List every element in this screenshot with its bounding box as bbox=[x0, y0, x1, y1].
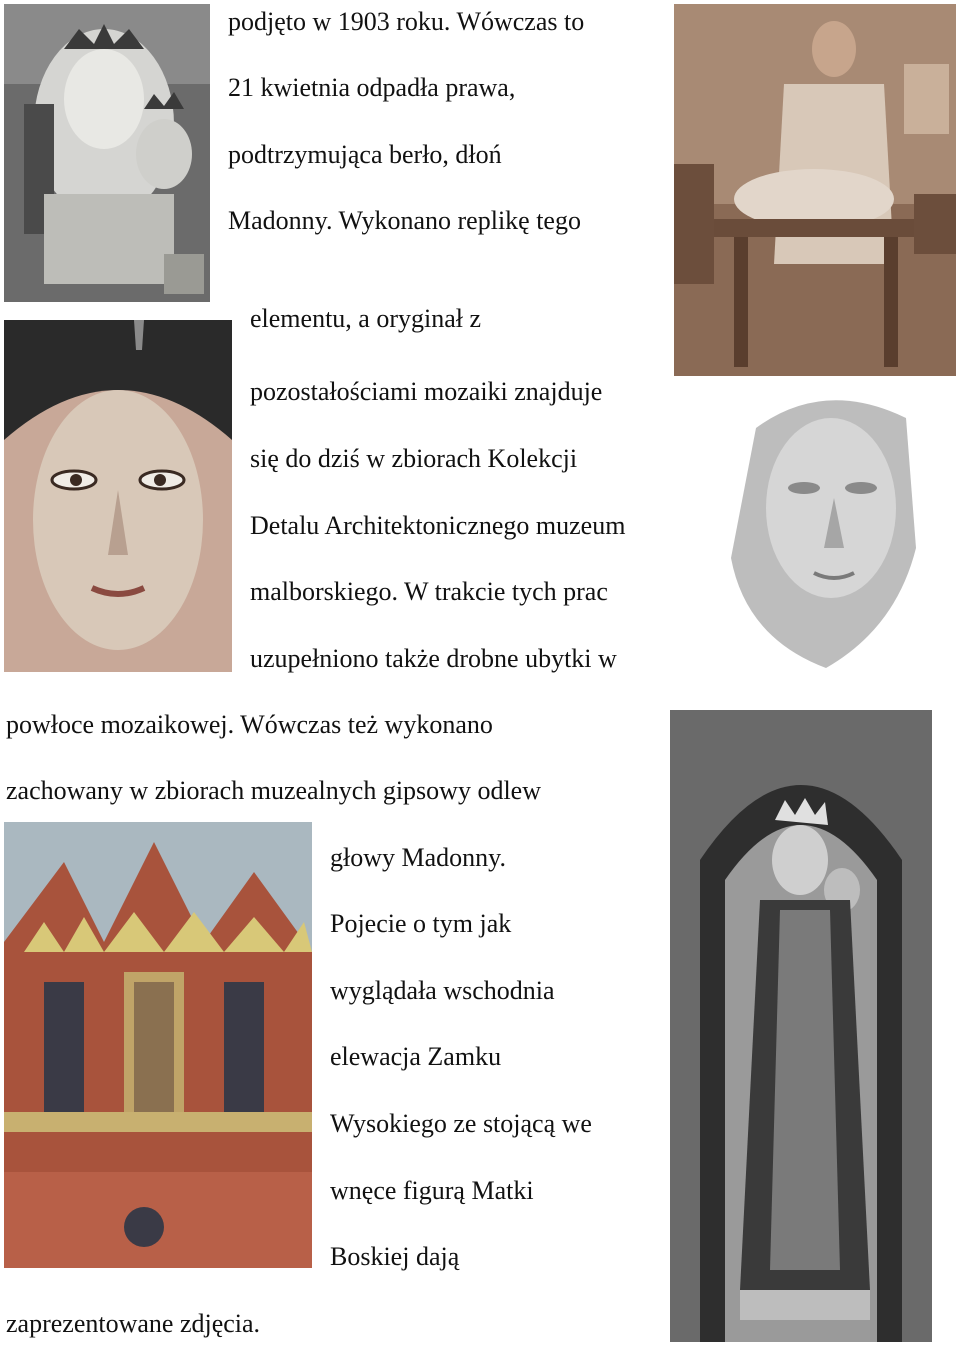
text-line-7: się do dziś w zbiorach Kolekcji bbox=[250, 444, 578, 473]
text-line-13: głowy Madonny. bbox=[330, 843, 506, 872]
text-line-1: podjęto w 1903 roku. Wówczas to bbox=[228, 7, 585, 36]
text-line-2: 21 kwietnia odpadła prawa, bbox=[228, 73, 516, 102]
text-line-11: powłoce mozaikowej. Wówczas też wykonano bbox=[6, 710, 493, 739]
sculpture-figures-photo bbox=[4, 4, 210, 302]
text-line-18: wnęce figurą Matki bbox=[330, 1176, 534, 1205]
text-line-16: elewacja Zamku bbox=[330, 1042, 502, 1071]
text-line-8: Detalu Architektonicznego muzeum bbox=[250, 511, 626, 540]
text-line-4: Madonny. Wykonano replikę tego bbox=[228, 206, 581, 235]
text-line-10: uzupełniono także drobne ubytki w bbox=[250, 644, 617, 673]
castle-east-elevation-postcard bbox=[4, 822, 312, 1268]
text-line-5: elementu, a oryginał z bbox=[250, 304, 482, 333]
madonna-statue-niche-photo bbox=[670, 710, 932, 1342]
text-line-9: malborskiego. W trakcie tych prac bbox=[250, 577, 608, 606]
text-line-19: Boskiej dają bbox=[330, 1242, 460, 1271]
text-line-15: wyglądała wschodnia bbox=[330, 976, 555, 1005]
text-line-12: zachowany w zbiorach muzealnych gipsowy odlew bbox=[6, 776, 541, 805]
text-line-20: zaprezentowane zdjęcia. bbox=[6, 1309, 261, 1338]
plaster-cast-head-photo bbox=[726, 388, 922, 670]
text-line-17: Wysokiego ze stojącą we bbox=[330, 1109, 592, 1138]
text-line-14: Pojecie o tym jak bbox=[330, 909, 512, 938]
text-line-6: pozostałościami mozaiki znajduje bbox=[250, 377, 603, 406]
text-line-3: podtrzymująca berło, dłoń bbox=[228, 140, 502, 169]
mosaic-madonna-face-photo bbox=[4, 320, 232, 672]
sculptor-workshop-photo bbox=[674, 4, 956, 376]
